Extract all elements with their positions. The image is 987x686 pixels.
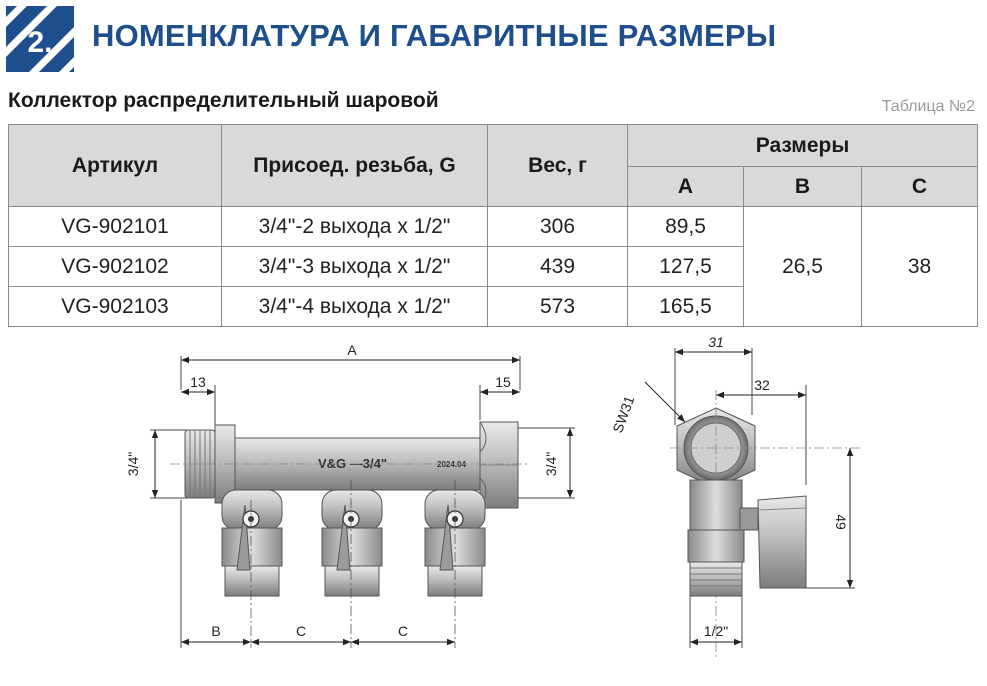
dim-c2-label: C [397,623,409,639]
header-c: C [862,167,978,207]
cell-thread: 3/4"-4 выхода х 1/2" [222,287,488,327]
dim-15-label: 15 [495,374,511,390]
section-badge-icon [6,6,74,72]
outlet-2 [322,490,382,596]
cell-a: 165,5 [628,287,744,327]
dim-31-label: 31 [708,334,724,350]
dim-b-label: B [211,623,221,639]
dim-a-label: A [347,342,357,358]
header-article: Артикул [9,125,222,207]
dimensions-table [8,124,978,327]
cell-c: 38 [862,207,978,327]
section-title: НОМЕНКЛАТУРА И ГАБАРИТНЫЕ РАЗМЕРЫ [92,18,777,53]
section-header [0,0,987,80]
table-caption: Коллектор распределительный шаровой [8,89,439,112]
cell-a: 127,5 [628,247,744,287]
cell-weight: 306 [488,207,628,247]
dim-49-label: 49 [833,514,849,530]
cell-thread: 3/4"-2 выхода х 1/2" [222,207,488,247]
table-row [9,207,978,247]
dim-34-right-label: 3/4" [543,451,559,477]
outlet-1 [222,490,282,596]
cell-article: VG-902102 [9,247,222,287]
cell-article: VG-902103 [9,287,222,327]
dim-13-label: 13 [190,374,206,390]
dim-34-left-label: 3/4" [125,451,141,477]
technical-drawing [0,330,987,686]
header-weight: Вес, г [488,125,628,207]
badge-number: 2. [27,26,53,59]
body-marking: V&G —3/4" [318,456,388,471]
cell-b: 26,5 [744,207,862,327]
dim-sw31-line [645,382,685,422]
dim-sw31-label: SW31 [609,393,638,435]
cell-a: 89,5 [628,207,744,247]
dim-32-label: 32 [754,377,770,393]
cell-weight: 573 [488,287,628,327]
side-view [609,334,860,660]
cell-article: VG-902101 [9,207,222,247]
front-view [125,342,575,648]
header-thread: Присоед. резьба, G [222,125,488,207]
dim-c1-label: C [295,623,307,639]
cell-thread: 3/4"-3 выхода х 1/2" [222,247,488,287]
table-number: Таблица №2 [881,98,975,115]
header-dimensions: Размеры [628,125,978,167]
cell-weight: 439 [488,247,628,287]
dim-12-label: 1/2" [703,623,729,639]
header-a: A [628,167,744,207]
header-b: B [744,167,862,207]
body-date: 2024.04 [437,460,466,469]
